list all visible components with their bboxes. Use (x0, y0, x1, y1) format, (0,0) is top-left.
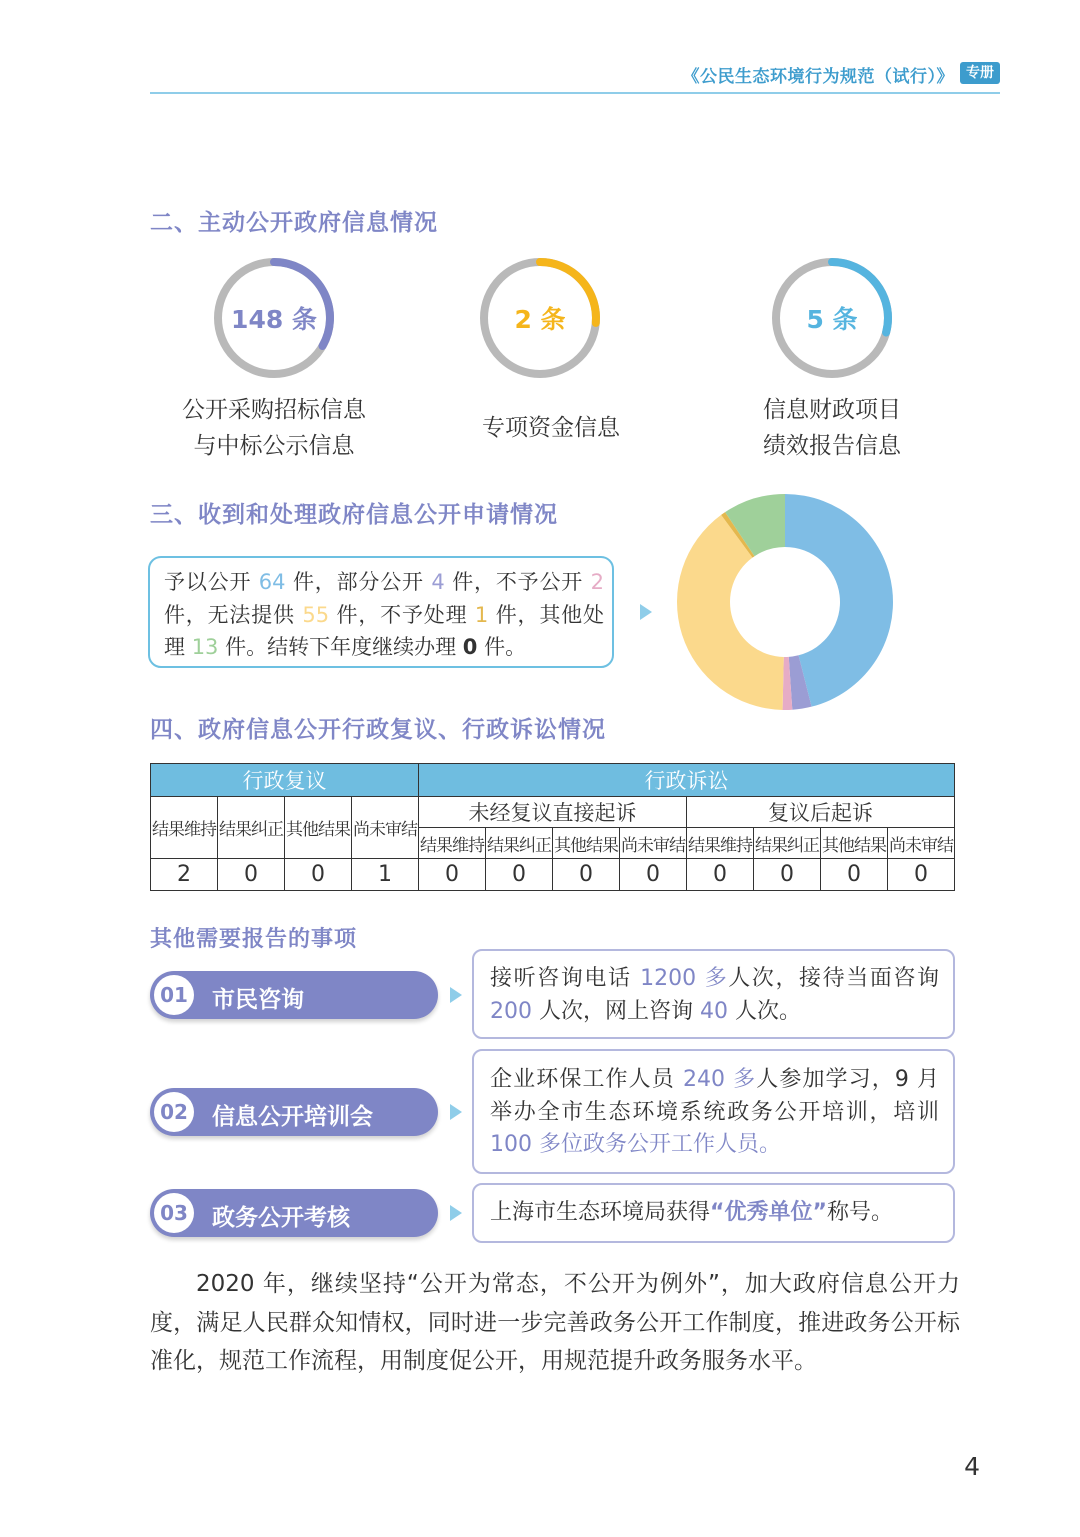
info-text (490, 1064, 939, 1162)
text: 件，不予公开 (444, 570, 591, 594)
text: 件。 (477, 635, 527, 659)
section4-title: 四、政府信息公开行政复议、行政诉讼情况 (150, 717, 606, 743)
count-unavailable: 55 (302, 602, 330, 627)
col-after-1: 结果纠正 (754, 828, 821, 859)
count-open: 64 (258, 570, 286, 594)
value-direct-1: 0 (486, 859, 553, 891)
value-review-3: 1 (352, 859, 419, 891)
closing-paragraph: 2020 年，继续坚持“公开为常态，不公开为例外”，加大政府信息公开力度，满足人民群众知情权，同时进一步完善政务公开工作制度，推进政务公开标准化，规范工作流程，用制度促公开，用规范提升政务服务水平。 (150, 1271, 960, 1374)
col-direct-3: 尚未审结 (620, 828, 687, 859)
info-box-assessment (472, 1183, 955, 1243)
ring-label-special-funds (411, 410, 691, 446)
page-number: 4 (964, 1452, 980, 1481)
text: 接听咨询电话 (490, 966, 641, 991)
label-line: 绩效报告信息 (763, 433, 901, 459)
col-review-3: 尚未审结 (352, 797, 419, 859)
arrow-right-icon (640, 604, 652, 620)
ring-value-procurement: 148 条 (231, 305, 317, 334)
item-number: 03 (154, 1193, 194, 1233)
text: 人次，接待当面咨询 (728, 966, 940, 991)
text: 件。结转下年度继续办理 (218, 635, 463, 659)
count-not-processed: 1 (474, 602, 489, 627)
ring-value-performance: 5 条 (806, 305, 858, 334)
count-refused: 2 (590, 570, 604, 594)
info-text (490, 1197, 939, 1230)
value-after-1: 0 (754, 859, 821, 891)
col-direct-2: 其他结果 (553, 828, 620, 859)
ring-value-special-funds: 2 条 (514, 305, 566, 334)
highlight: 100 多位政务公开工作人员 (490, 1132, 759, 1157)
text: 件，不予处理 (329, 602, 475, 627)
arrow-right-icon (450, 987, 462, 1003)
text: 件，部分公开 (285, 570, 432, 594)
highlight: “优秀单位” (710, 1200, 827, 1225)
item-label: 信息公开培训会 (212, 1104, 373, 1130)
highlight: 240 多 (683, 1067, 757, 1092)
text: 企业环保工作人员 (490, 1067, 683, 1092)
other-title: 其他需要报告的事项 (150, 927, 358, 952)
value-direct-2: 0 (553, 859, 620, 891)
info-box-training (472, 1049, 955, 1174)
text: 件，其他处理 (164, 602, 604, 659)
subheader-after: 复议后起诉 (687, 797, 955, 828)
item-pill-training (150, 1088, 438, 1136)
section2-title: 二、主动公开政府信息情况 (150, 210, 438, 236)
text: 人次，网上咨询 (532, 998, 700, 1024)
label-line: 信息财政项目 (763, 397, 901, 423)
text: 上海市生态环境局获得 (490, 1200, 711, 1225)
col-after-0: 结果维持 (687, 828, 754, 859)
value-direct-0: 0 (419, 859, 486, 891)
count-partial: 4 (431, 570, 445, 594)
arrow-right-icon (450, 1104, 462, 1120)
request-summary-box (148, 556, 614, 668)
col-review-2: 其他结果 (285, 797, 352, 859)
count-carried-over: 0 (462, 635, 478, 659)
value-direct-3: 0 (620, 859, 687, 891)
count-other: 13 (191, 635, 219, 659)
item-label: 市民咨询 (212, 987, 304, 1013)
item-number: 02 (154, 1092, 194, 1132)
text: 予以公开 (164, 570, 259, 594)
page-header (150, 58, 1000, 94)
label-line: 公开采购招标信息 (182, 397, 366, 423)
highlight: 40 (700, 998, 728, 1024)
value-review-1: 0 (218, 859, 285, 891)
col-direct-0: 结果维持 (419, 828, 486, 859)
item-pill-assessment (150, 1189, 438, 1237)
ring-label-procurement (134, 392, 414, 464)
info-box-consultation (472, 949, 955, 1039)
col-direct-1: 结果纠正 (486, 828, 553, 859)
text: 称号。 (826, 1200, 893, 1225)
col-review-1: 结果纠正 (218, 797, 285, 859)
section3-title: 三、收到和处理政府信息公开申请情况 (150, 502, 558, 528)
highlight: 1200 多 (640, 966, 729, 991)
header-title: 《公民生态环境行为规范（试行）》 (682, 67, 954, 87)
label-line: 与中标公示信息 (193, 433, 355, 459)
header-tag: 专册 (960, 62, 1000, 84)
label-line: 专项资金信息 (482, 415, 620, 441)
header-review: 行政复议 (151, 764, 419, 797)
text: 人次。 (728, 998, 801, 1024)
text: 。 (759, 1132, 782, 1157)
col-review-0: 结果维持 (151, 797, 218, 859)
item-pill-consultation (150, 971, 438, 1019)
request-donut-chart (675, 492, 895, 712)
arrow-right-icon (450, 1205, 462, 1221)
header-litigation: 行政诉讼 (419, 764, 955, 797)
subheader-direct: 未经复议直接起诉 (419, 797, 687, 828)
item-label: 政务公开考核 (212, 1205, 350, 1231)
value-after-0: 0 (687, 859, 754, 891)
item-number: 01 (154, 975, 194, 1015)
text: 件，无法提供 (164, 602, 303, 627)
value-review-2: 0 (285, 859, 352, 891)
highlight: 200 (490, 998, 532, 1024)
info-text (490, 963, 939, 1028)
col-after-3: 尚未审结 (888, 828, 955, 859)
ring-label-performance (692, 392, 972, 464)
review-litigation-table (150, 763, 955, 891)
text: 人参加学习，9 月举办全市生态环境系统政务公开培训，培训 (490, 1067, 939, 1125)
col-after-2: 其他结果 (821, 828, 888, 859)
value-review-0: 2 (151, 859, 218, 891)
value-after-2: 0 (821, 859, 888, 891)
request-summary-text (164, 566, 604, 664)
value-after-3: 0 (888, 859, 955, 891)
